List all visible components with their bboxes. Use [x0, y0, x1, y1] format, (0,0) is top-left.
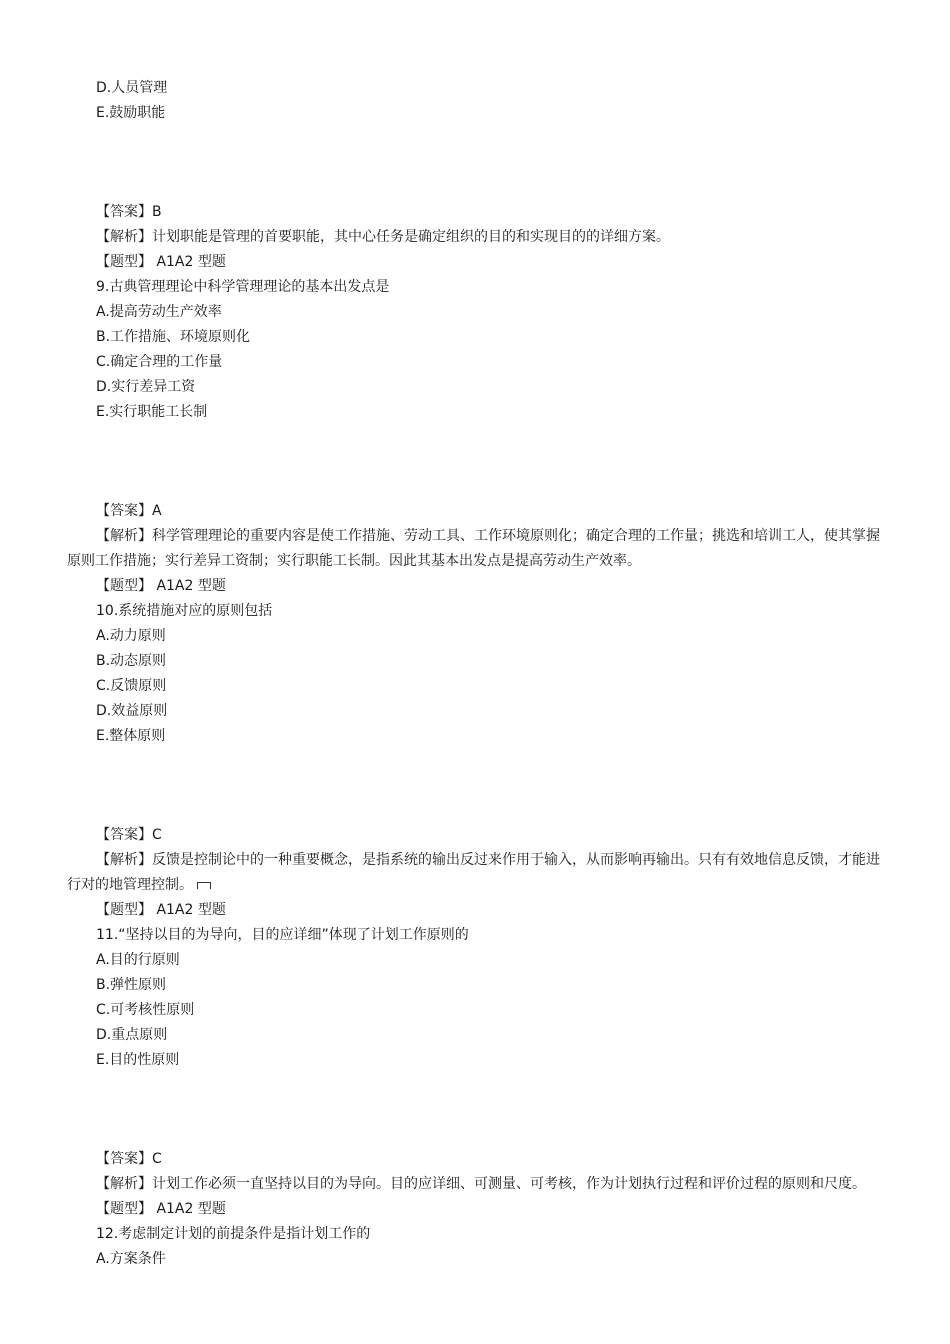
answer: 【答案】C [96, 1151, 162, 1167]
question-stem: 12.考虑制定计划的前提条件是指计划工作的 [96, 1226, 371, 1242]
question-stem: 11.“坚持以目的为导向，目的应详细”体现了计划工作原则的 [96, 927, 469, 943]
option-d: D.效益原则 [96, 703, 168, 719]
option-d: D.实行差异工资 [96, 379, 196, 395]
question-stem: 10.系统措施对应的原则包括 [96, 603, 273, 619]
option-d: D.人员管理 [96, 80, 168, 96]
question-type: 【题型】 A1A2 型题 [96, 1201, 226, 1217]
answer: 【答案】A [96, 503, 162, 519]
option-d: D.重点原则 [96, 1027, 168, 1043]
analysis: 【解析】计划职能是管理的首要职能，其中心任务是确定组织的目的和实现目的的详细方案。 [96, 229, 670, 245]
analysis: 【解析】反馈是控制论中的一种重要概念，是指系统的输出反过来作用于输入，从而影响再输出。只有有效地信息反馈，才能进行对的地管理控制。 [67, 852, 880, 893]
answer: 【答案】B [96, 204, 162, 220]
analysis-block [67, 848, 887, 898]
option-c: C.反馈原则 [96, 678, 167, 694]
analysis: 【解析】科学管理理论的重要内容是使工作措施、劳动工具、工作环境原则化；确定合理的工作量；挑选和培训工人，使其掌握原则工作措施；实行差异工资制；实行职能工长制。因此其基本出发点是提高劳动生产效率。 [67, 528, 880, 569]
analysis: 【解析】计划工作必须一直坚持以目的为导向。目的应详细、可测量、可考核，作为计划执行过程和评价过程的原则和尺度。 [96, 1176, 866, 1192]
edit-mark-icon [197, 882, 211, 889]
question-type: 【题型】 A1A2 型题 [96, 254, 226, 270]
option-b: B.弹性原则 [96, 977, 167, 993]
option-a: A.方案条件 [96, 1251, 166, 1267]
option-e: E.目的性原则 [96, 1052, 180, 1068]
option-c: C.确定合理的工作量 [96, 354, 223, 370]
option-a: A.提高劳动生产效率 [96, 304, 222, 320]
option-b: B.动态原则 [96, 653, 167, 669]
option-e: E.实行职能工长制 [96, 404, 208, 420]
answer: 【答案】C [96, 827, 162, 843]
question-stem: 9.古典管理理论中科学管理理论的基本出发点是 [96, 279, 390, 295]
option-a: A.动力原则 [96, 628, 166, 644]
question-type: 【题型】 A1A2 型题 [96, 578, 226, 594]
option-c: C.可考核性原则 [96, 1002, 195, 1018]
option-e: E.鼓励职能 [96, 105, 166, 121]
question-type: 【题型】 A1A2 型题 [96, 902, 226, 918]
option-e: E.整体原则 [96, 728, 166, 744]
option-a: A.目的行原则 [96, 952, 180, 968]
option-b: B.工作措施、环境原则化 [96, 329, 251, 345]
